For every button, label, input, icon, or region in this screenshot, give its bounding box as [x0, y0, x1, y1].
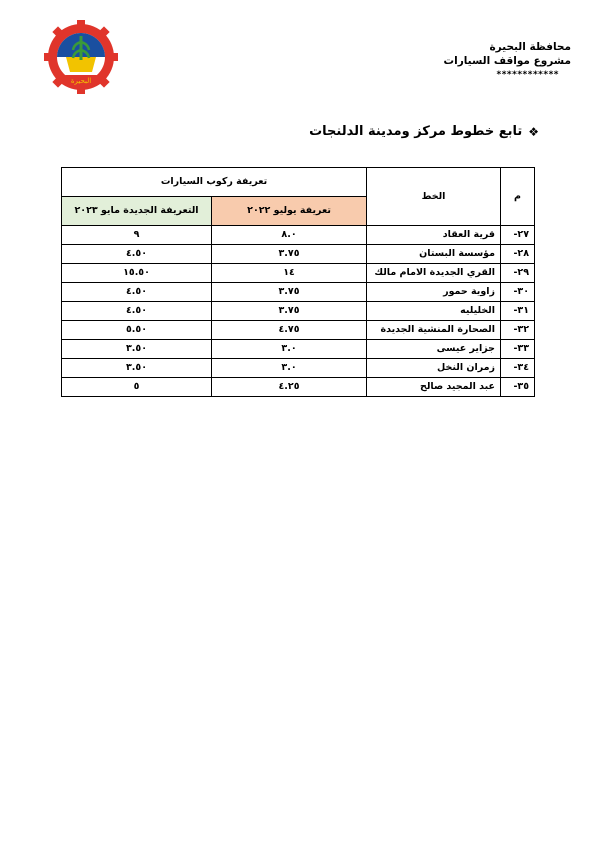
col-header-line: الخط [367, 168, 501, 226]
fare-july: ٣.٠ [212, 359, 367, 378]
fare-july: ٣.٠ [212, 340, 367, 359]
line-name: جزاير عيسى [367, 340, 501, 359]
line-name: قرية العقاد [367, 226, 501, 245]
col-header-num: م [501, 168, 535, 226]
page-header [444, 40, 571, 82]
row-number: ٣١- [501, 302, 535, 321]
fare-may: ٤.٥٠ [62, 302, 212, 321]
fare-july: ٤.٢٥ [212, 378, 367, 397]
row-number: ٣٢- [501, 321, 535, 340]
section-title [309, 124, 539, 139]
project-name: مشروع مواقف السيارات [443, 55, 571, 67]
row-number: ٢٨- [501, 245, 535, 264]
fare-may: ٤.٥٠ [62, 245, 212, 264]
line-name: الخليليه [367, 302, 501, 321]
col-header-fare-may: التعريفة الجديدة مايو ٢٠٢٣ [62, 197, 212, 226]
logo-text: البحيرة [70, 77, 92, 85]
row-number: ٢٧- [501, 226, 535, 245]
section-title-text: تابع خطوط مركز ومدينة الدلنجات [309, 124, 523, 139]
fare-may: ٣.٥٠ [62, 340, 212, 359]
fare-july: ٣.٧٥ [212, 302, 367, 321]
fare-may: ٥ [62, 378, 212, 397]
table-row [62, 302, 535, 321]
row-number: ٢٩- [501, 264, 535, 283]
fare-july: ٣.٧٥ [212, 283, 367, 302]
line-name: عبد المجيد صالح [367, 378, 501, 397]
line-name: القري الجديدة الامام مالك [367, 264, 501, 283]
header-stars: ************ [496, 70, 559, 80]
table-row [62, 283, 535, 302]
line-name: الصحارة المنشية الجديدة [367, 321, 501, 340]
row-number: ٣٣- [501, 340, 535, 359]
diamond-bullet-icon: ❖ [528, 124, 539, 139]
table-row [62, 226, 535, 245]
governorate-name: محافظة البحيرة [489, 41, 571, 53]
fare-july: ١٤ [212, 264, 367, 283]
table-row [62, 340, 535, 359]
row-number: ٣٤- [501, 359, 535, 378]
fare-july: ٤.٧٥ [212, 321, 367, 340]
table-row [62, 264, 535, 283]
governorate-logo [44, 20, 118, 94]
row-number: ٣٥- [501, 378, 535, 397]
col-header-fare-group: تعريفة ركوب السيارات [62, 168, 367, 197]
line-name: مؤسسة البستان [367, 245, 501, 264]
line-name: زاوية حمور [367, 283, 501, 302]
line-name: زمران النخل [367, 359, 501, 378]
fare-may: ٩ [62, 226, 212, 245]
table-row [62, 321, 535, 340]
table-row [62, 378, 535, 397]
table-row [62, 245, 535, 264]
fare-may: ١٥.٥٠ [62, 264, 212, 283]
fares-table [61, 167, 535, 397]
fare-july: ٨.٠ [212, 226, 367, 245]
fare-july: ٣.٧٥ [212, 245, 367, 264]
fare-may: ٥.٥٠ [62, 321, 212, 340]
fare-may: ٤.٥٠ [62, 283, 212, 302]
col-header-fare-july: تعريفة يوليو ٢٠٢٢ [212, 197, 367, 226]
table-row [62, 359, 535, 378]
fare-may: ٣.٥٠ [62, 359, 212, 378]
row-number: ٣٠- [501, 283, 535, 302]
